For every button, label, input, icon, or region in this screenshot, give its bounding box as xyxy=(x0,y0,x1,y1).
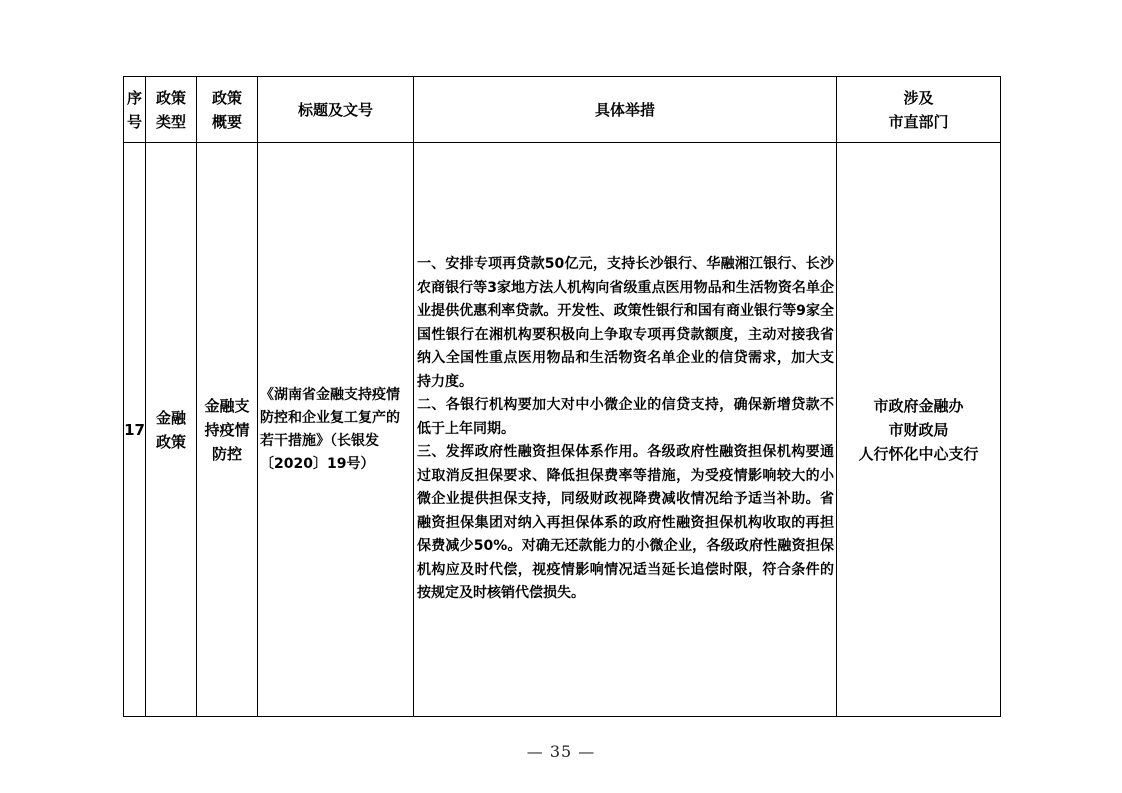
header-no xyxy=(124,77,146,143)
measure-paragraph-2: 二、各银行机构要加大对中小微企业的信贷支持，确保新增贷款不低于上年同期。 xyxy=(417,397,834,437)
row-summary-line-1: 金融支 xyxy=(204,396,250,415)
header-summary-line-2: 概要 xyxy=(211,112,242,131)
header-policy-summary xyxy=(197,77,258,143)
header-type-line-1: 政策 xyxy=(155,88,186,107)
row-type-line-2: 政策 xyxy=(155,432,186,451)
policy-table xyxy=(123,76,1001,717)
header-summary-line-1: 政策 xyxy=(211,88,242,107)
table-row xyxy=(124,143,1001,717)
table-header-row xyxy=(124,77,1001,143)
row-policy-summary xyxy=(197,143,258,717)
row-summary-line-2: 持疫情 xyxy=(204,420,250,439)
row-measures xyxy=(414,143,837,717)
row-departments xyxy=(837,143,1001,717)
measure-paragraph-3: 三、发挥政府性融资担保体系作用。各级政府性融资担保机构要通过取消反担保要求、降低担保费率等措施，为受疫情影响较大的小微企业提供担保支持，同级财政视降费减收情况给予适当补助。省融资担保集团对纳入再担保体系的政府性融资担保机构收取的再担保费减少50%。对确无还款能力的小微企业，各级政府性融资担保机构应及时代偿，视疫情影响情况适当延长追偿时限，符合条件的按规定及时核销代偿损失。 xyxy=(417,444,834,602)
row-number: 17 xyxy=(124,143,146,717)
department-3: 人行怀化中心支行 xyxy=(858,444,979,463)
page-number: — 35 — xyxy=(526,742,596,761)
row-summary-line-3: 防控 xyxy=(211,444,242,463)
header-policy-type xyxy=(146,77,197,143)
row-policy-type xyxy=(146,143,197,717)
header-departments-line-1: 涉及 xyxy=(903,88,934,107)
header-departments xyxy=(837,77,1001,143)
department-1: 市政府金融办 xyxy=(873,396,964,415)
header-no-line-1: 序 xyxy=(126,88,142,107)
row-title: 《湖南省金融支持疫情防控和企业复工复产的若干措施》（长银发〔2020〕19号） xyxy=(258,143,414,717)
department-2: 市财政局 xyxy=(888,420,949,439)
header-type-line-2: 类型 xyxy=(155,112,186,131)
header-no-line-2: 号 xyxy=(126,112,142,131)
header-departments-line-2: 市直部门 xyxy=(888,112,949,131)
row-type-line-1: 金融 xyxy=(155,408,186,427)
measure-paragraph-1: 一、安排专项再贷款50亿元，支持长沙银行、华融湘江银行、长沙农商银行等3家地方法人机构向省级重点医用物品和生活物资名单企业提供优惠利率贷款。开发性、政策性银行和国有商业银行等9家全国性银行在湘机构要积极向上争取专项再贷款额度，主动对接我省纳入全国性重点医用物品和生活物资名单企业的信贷需求，加大支持力度。 xyxy=(417,256,834,390)
header-measures: 具体举措 xyxy=(414,77,837,143)
header-title: 标题及文号 xyxy=(258,77,414,143)
